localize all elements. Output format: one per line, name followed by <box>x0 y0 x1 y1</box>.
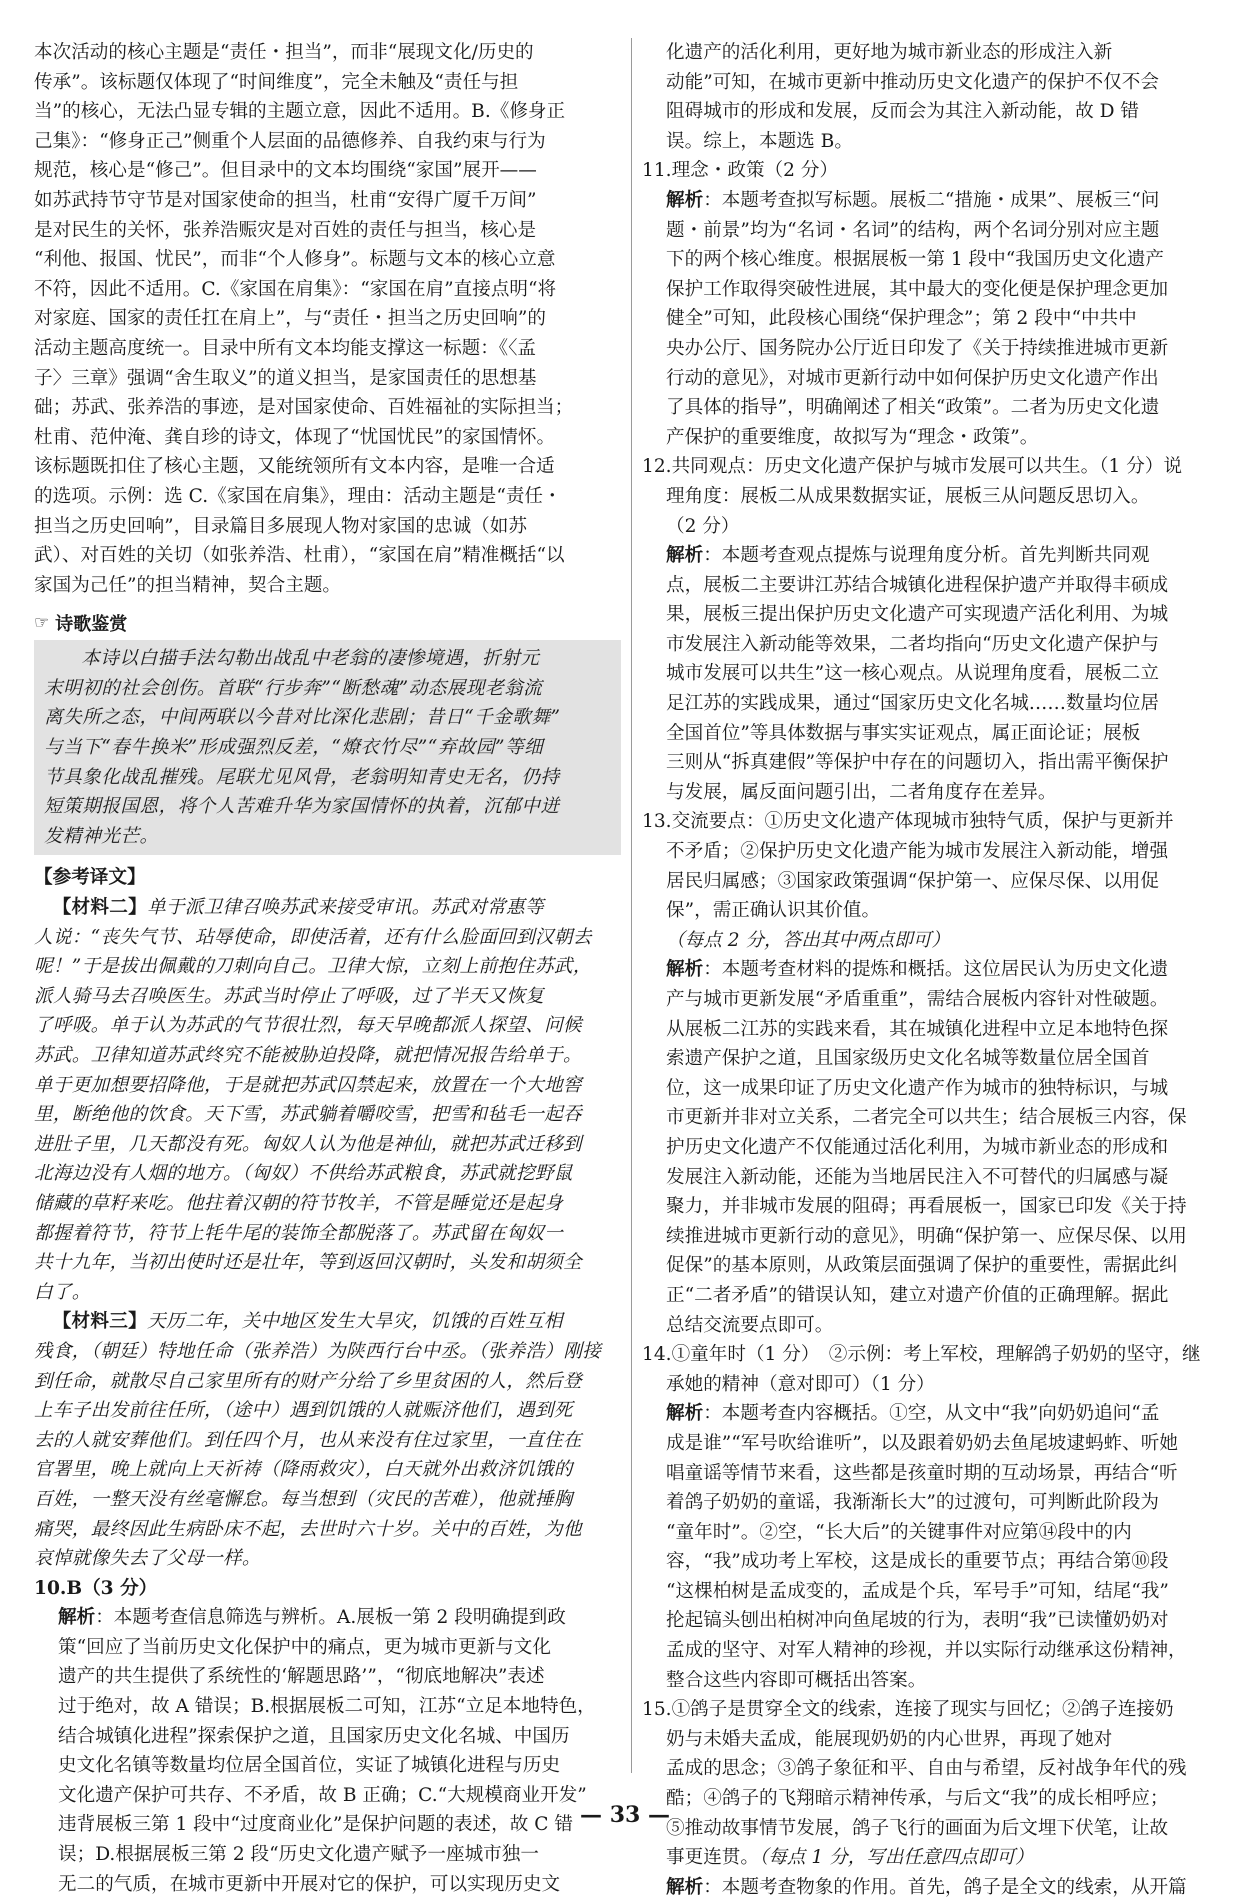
poem-appreciation-line: 末明初的社会创伤。首联“行步奔”“断愁魂”动态展现老翁流 <box>44 677 543 699</box>
question-11-analysis <box>642 186 1220 452</box>
analysis-line: 着鸽子奶奶的童谣，我渐渐长大”的过渡句，可判断此阶段为 <box>666 1492 1159 1514</box>
question-15-analysis <box>642 1873 1220 1902</box>
right-column <box>642 38 1220 1902</box>
analysis-line <box>666 541 1220 571</box>
question-12-analysis <box>642 541 1220 807</box>
question-11-answer: 11.理念・政策（2 分） <box>642 160 839 182</box>
analysis-line: 健全”可知，此段核心围绕“保护理念”；第 2 段中“中共中 <box>666 308 1137 330</box>
question-13-answer: 13.交流要点：①历史文化遗产体现城市独特气质，保护与更新并 <box>642 811 1174 833</box>
analysis-line: 违背展板三第 1 段中“过度商业化”是保护问题的表述，故 C 错 <box>58 1814 573 1836</box>
analysis-line: 化遗产的活化利用，更好地为城市新业态的形成注入新 <box>666 42 1113 63</box>
answer-line: ⑤推动故事情节发展，鸽子飞行的画面为后文埋下伏笔，让故 <box>666 1817 1169 1839</box>
translation-line: 残食，（朝廷）特地任命（张养浩）为陕西行台中丞。（张养浩）刚接 <box>34 1340 602 1362</box>
analysis-line: 产保护的重要维度，故拟写为“理念・政策”。 <box>666 426 1039 448</box>
intro-line: “利他、报国、忧民”，而非“个人修身”。标题与文本的核心立意 <box>34 249 556 271</box>
intro-line: 武）、对百姓的关切（如张养浩、杜甫），“家国在肩”精准概括“以 <box>34 545 565 567</box>
poem-appreciation-title: 诗歌鉴赏 <box>55 614 128 636</box>
analysis-line: “童年时”。②空，“长大后”的关键事件对应第⑭段中的内 <box>666 1521 1132 1543</box>
question-10-analysis <box>34 1603 621 1899</box>
analysis-line: 史文化名镇等数量均位居全国首位，实证了城镇化进程与历史 <box>58 1755 561 1777</box>
question-15-last-text: 事更连贯。 <box>666 1847 759 1869</box>
analysis-line <box>666 186 1220 216</box>
analysis-line: 果，展板三提出保护历史文化遗产可实现遗产活化利用、为城 <box>666 604 1169 626</box>
analysis-line: 聚力，并非城市发展的阻碍；再看展板一，国家已印发《关于持 <box>666 1196 1187 1218</box>
analysis-line: 市发展注入新动能等效果，二者均指向“历史文化遗产保护与 <box>666 633 1159 655</box>
analysis-line: 孟成的坚守、对军人精神的珍视，并以实际行动继承这份精神， <box>666 1640 1187 1662</box>
intro-line: 的选项。示例：选 C.《家国在肩集》，理由：活动主题是“责任・ <box>34 485 562 507</box>
translation-line: 北海边没有人烟的地方。（匈奴）不供给苏武粮食，苏武就挖野鼠 <box>34 1163 573 1185</box>
analysis-line: 与发展，属反面问题引出，二者角度存在差异。 <box>666 781 1057 803</box>
analysis-line: 结合城镇化进程”探索保护之道，且国家历史文化名城、中国历 <box>58 1725 570 1747</box>
intro-line: 杜甫、范仲淹、龚自珍的诗文，体现了“忧国忧民”的家国情怀。 <box>34 426 556 448</box>
analysis-line: 题・前景”均为“名词・名词”的结构，两个名词分别对应主题 <box>666 219 1160 241</box>
intro-line: 该标题既扣住了核心主题，又能统领所有文本内容，是唯一合适 <box>34 456 555 478</box>
text-line-content: ：本题考查信息筛选与辨析。A.展板一第 2 段明确提到政 <box>95 1607 566 1629</box>
material-two-translation <box>34 893 621 1307</box>
translation-line: 百姓，一整天没有丝毫懈怠。每当想到（灾民的苦难），他就捶胸 <box>34 1488 573 1510</box>
material-three-translation <box>34 1307 621 1573</box>
analysis-line: 成是谁”“军号吹给谁听”，以及跟着奶奶去鱼尾坡逮蚂蚱、听她 <box>666 1432 1178 1454</box>
translation-line: 到任命，就散尽自己家里所有的财产分给了乡里贫困的人，然后登 <box>34 1370 582 1392</box>
question-14-answer: 14.①童年时（1 分） ②示例：考上军校，理解鸽子奶奶的坚守，继 <box>642 1344 1201 1366</box>
translation-line: 了呼吸。单于认为苏武的气节很壮烈，每天早晚都派人探望、问候 <box>34 1015 582 1037</box>
answer-line: 居民归属感；③国家政策强调“保护第一、应保尽保、以用促 <box>666 870 1159 892</box>
material-three-label: 【材料三】 <box>52 1311 148 1333</box>
intro-line: 活动主题高度统一。目录中所有文本均能支撑这一标题：《〈孟 <box>34 337 537 359</box>
translation-line: 哀悼就像失去了父母一样。 <box>34 1548 261 1570</box>
analysis-line: 总结交流要点即可。 <box>666 1314 834 1336</box>
answer-line: 保”，需正确认识其价值。 <box>666 900 881 922</box>
analysis-line: 央办公厅、国务院办公厅近日印发了《关于持续推进城市更新 <box>666 337 1169 359</box>
question-10-answer: 10.B（3 分） <box>34 1577 158 1599</box>
text-line-content: 天历二年，关中地区发生大旱灾，饥饿的百姓互相 <box>147 1311 563 1333</box>
column-divider <box>631 38 632 1773</box>
analysis-line: 足江苏的实践成果，通过“国家历史文化名城……数量均位居 <box>666 693 1159 715</box>
analysis-line: 城市发展可以共生”这一核心观点。从说理角度看，展板二立 <box>666 663 1159 685</box>
translation-line: 单于更加想要招降他，于是就把苏武囚禁起来，放置在一个大地窖 <box>34 1074 582 1096</box>
text-line-content: ：本题考查物象的作用。首先，鸽子是全文的线索，从开篇 <box>703 1876 1187 1898</box>
reference-translation-heading <box>34 863 621 893</box>
intro-line: 传承”。该标题仅体现了“时间维度”，完全未触及“责任与担 <box>34 71 519 93</box>
question-15-answer-last-line <box>642 1843 1220 1873</box>
translation-line: 官署里，晚上就向上天祈祷（降雨救灾），白天就外出救济饥饿的 <box>34 1459 573 1481</box>
analysis-line: 点，展板二主要讲江苏结合城镇化进程保护遗产并取得丰硕成 <box>666 574 1169 596</box>
analysis-line: 了具体的指导”，明确阐述了相关“政策”。二者为历史文化遗 <box>666 397 1160 419</box>
analysis-line: 行动的意见》，对城市更新行动中如何保护历史文化遗产作出 <box>666 367 1159 389</box>
analysis-line: 索遗产保护之道，且国家级历史文化名城等数量位居全国首 <box>666 1048 1150 1070</box>
poem-appreciation-line: 短策期报国恩，将个人苦难升华为家国情怀的执着，沉郁中迸 <box>44 796 560 818</box>
translation-line: 呢！”于是拔出佩戴的刀刺向自己。卫律大惊，立刻上前抱住苏武， <box>34 956 592 978</box>
poem-appreciation-line: 发精神光芒。 <box>44 825 159 847</box>
answer-line: 孟成的思念；③鸽子象征和平、自由与希望，反衬战争年代的残 <box>666 1758 1187 1780</box>
answer-line: 理角度：展板二从成果数据实证，展板三从问题反思切入。 <box>666 485 1150 507</box>
analysis-line: 整合这些内容即可概括出答案。 <box>666 1669 927 1691</box>
translation-line <box>34 1307 621 1337</box>
analysis-line: 策“回应了当前历史文化保护中的痛点，更为城市更新与文化 <box>58 1636 551 1658</box>
intro-line: 如苏武持节守节是对国家使命的担当，杜甫“安得广厦千万间” <box>34 189 537 211</box>
text-line-content: ：本题考查拟写标题。展板二“措施・成果”、展板三“问 <box>703 189 1160 211</box>
intro-line: 己集》：“修身正己”侧重个人层面的品德修养、自我约束与行为 <box>34 130 546 152</box>
translation-line: 储藏的草籽来吃。他拄着汉朝的符节牧羊，不管是睡觉还是起身 <box>34 1192 564 1214</box>
poem-appreciation-header <box>34 608 621 638</box>
text-line-content: ：本题考查内容概括。①空，从文中“我”向奶奶追问“孟 <box>703 1403 1160 1425</box>
question-13-answer-continued <box>642 837 1220 926</box>
analysis-label: 解析 <box>666 1876 704 1898</box>
analysis-line: 市更新并非对立关系，二者完全可以共生；结合展板三内容，保 <box>666 1107 1187 1129</box>
analysis-line <box>58 1603 621 1633</box>
analysis-line: 阻碍城市的形成和发展，反而会为其注入新动能，故 D 错 <box>666 101 1139 123</box>
question-14-answer-continued <box>642 1370 1220 1400</box>
intro-line: 子〉三章》强调“舍生取义”的道义担当，是家国责任的思想基 <box>34 367 537 389</box>
translation-line: 进肚子里，几天都没有死。匈奴人认为他是神仙，就把苏武迁移到 <box>34 1133 582 1155</box>
analysis-line <box>666 1873 1220 1902</box>
analysis-line <box>666 955 1220 985</box>
poem-appreciation-line: 节具象化战乱摧残。尾联尤见风骨，老翁明知青史无名，仍持 <box>44 766 560 788</box>
translation-line: 人说：“丧失气节、玷辱使命，即使活着，还有什么脸面回到汉朝去 <box>34 926 592 948</box>
intro-block <box>34 38 621 600</box>
poem-appreciation-line: 与当下“春牛换米”形成强烈反差，“燎衣竹尽”“弃故园”等细 <box>44 737 544 759</box>
analysis-label: 解析 <box>666 959 704 981</box>
analysis-line: 下的两个核心维度。根据展板一第 1 段中“我国历史文化遗产 <box>666 249 1165 271</box>
translation-line: 白了。 <box>34 1281 91 1303</box>
question-13-scoring-note: （每点 2 分，答出其中两点即可） <box>666 929 950 951</box>
question-13-analysis <box>642 955 1220 1340</box>
analysis-line: 位，这一成果印证了历史文化遗产作为城市的独特标识，与城 <box>666 1077 1169 1099</box>
analysis-line: 产与城市更新发展“矛盾重重”，需结合展板内容针对性破题。 <box>666 989 1169 1010</box>
left-column <box>34 38 621 1899</box>
question-10-analysis-continued <box>642 38 1220 156</box>
analysis-line: 促保”的基本原则，从政策层面强调了保护的重要性，需据此纠 <box>666 1255 1178 1277</box>
intro-line: 当”的核心，无法凸显专辑的主题立意，因此不适用。B.《修身正 <box>34 101 566 123</box>
analysis-line: 三则从“拆真建假”等保护中存在的问题切入，指出需平衡保护 <box>666 752 1169 774</box>
translation-line: 痛哭，最终因此生病卧床不起，去世时六十岁。关中的百姓，为他 <box>34 1518 582 1540</box>
text-line-content: ：本题考查观点提炼与说理角度分析。首先判断共同观 <box>703 545 1150 567</box>
poem-appreciation-line: 本诗以白描手法勾勒出战乱中老翁的凄惨境遇，折射元 <box>81 648 540 670</box>
analysis-line: 发展注入新动能，还能为当地居民注入不可替代的归属感与凝 <box>666 1166 1169 1188</box>
translation-line: 共十九年，当初出使时还是壮年，等到返回汉朝时，头发和胡须全 <box>34 1252 582 1274</box>
question-15-answer: 15.①鸽子是贯穿全文的线索，连接了现实与回忆；②鸽子连接奶 <box>642 1699 1174 1721</box>
translation-line: 都握着符节，符节上牦牛尾的装饰全都脱落了。苏武留在匈奴一 <box>34 1222 564 1244</box>
pointing-hand-icon: ☞ <box>34 613 50 634</box>
reference-translation-label: 【参考译文】 <box>34 867 146 889</box>
translation-line: 上车子出发前往任所，（途中）遇到饥饿的人就赈济他们，遇到死 <box>34 1400 573 1422</box>
intro-line: 家国为己任”的担当精神，契合主题。 <box>34 574 342 596</box>
analysis-line: 容，“我”成功考上军校，这是成长的重要节点；再结合第⑩段 <box>666 1551 1169 1573</box>
answer-line: 不矛盾；②保护历史文化遗产能为城市发展注入新动能，增强 <box>666 841 1169 863</box>
page-number: — 33 — <box>580 1802 670 1828</box>
analysis-line: 抡起镐头刨出柏树冲向鱼尾坡的行为，表明“我”已读懂奶奶对 <box>666 1610 1169 1632</box>
analysis-line: 误。综上，本题选 B。 <box>666 130 853 152</box>
analysis-line: 正“二者矛盾”的错误认知，建立对遗产价值的正确理解。据此 <box>666 1284 1169 1306</box>
intro-line: 担当之历史回响”，目录篇目多展现人物对家国的忠诚（如苏 <box>34 515 527 537</box>
analysis-label: 解析 <box>666 545 704 567</box>
poem-appreciation-box <box>34 640 621 855</box>
analysis-label: 解析 <box>666 189 704 211</box>
analysis-label: 解析 <box>58 1607 96 1629</box>
question-15-scoring-note: （每点 1 分，写出任意四点即可） <box>758 1847 1034 1869</box>
poem-appreciation-line: 离失所之态，中间两联以今昔对比深化悲剧；昔日“千金歌舞” <box>44 707 561 729</box>
analysis-line: 文化遗产保护可共存、不矛盾，故 B 正确；C.“大规模商业开发” <box>58 1784 587 1806</box>
answer-line: （2 分） <box>666 515 740 537</box>
answer-line: 奶与未婚夫孟成，能展现奶奶的内心世界，再现了她对 <box>666 1728 1113 1750</box>
translation-line: 派人骑马去召唤医生。苏武当时停止了呼吸，过了半天又恢复 <box>34 985 545 1007</box>
intro-line: 本次活动的核心主题是“责任・担当”，而非“展现文化/历史的 <box>34 42 534 63</box>
analysis-line: 护历史文化遗产不仅能通过活化利用，为城市新业态的形成和 <box>666 1136 1169 1158</box>
question-12-answer: 12.共同观点：历史文化遗产保护与城市发展可以共生。（1 分）说 <box>642 456 1183 478</box>
analysis-line <box>666 1399 1220 1429</box>
question-14-analysis <box>642 1399 1220 1695</box>
analysis-line: “这棵柏树是孟成变的，孟成是个兵，军号手”可知，结尾“我” <box>666 1580 1169 1602</box>
answer-line: 酷；④鸽子的飞翔暗示精神传承，与后文“我”的成长相呼应； <box>666 1788 1169 1810</box>
intro-line: 是对民生的关怀，张养浩赈灾是对百姓的责任与担当，核心是 <box>34 219 537 241</box>
analysis-label: 解析 <box>666 1403 704 1425</box>
text-line-content: 单于派卫律召唤苏武来接受审讯。苏武对常惠等 <box>147 897 544 919</box>
translation-line: 去的人就安葬他们。到任四个月，也从来没有住过家里，一直住在 <box>34 1429 582 1451</box>
analysis-line: 从展板二江苏的实践来看，其在城镇化进程中立足本地特色探 <box>666 1018 1169 1040</box>
translation-line: 苏武。卫律知道苏武终究不能被胁迫投降，就把情况报告给单于。 <box>34 1045 582 1066</box>
intro-line: 础；苏武、张养浩的事迹，是对国家使命、百姓福祉的实际担当； <box>34 397 574 419</box>
translation-line <box>34 893 621 923</box>
analysis-line: 无二的气质，在城市更新中开展对它的保护，可以实现历史文 <box>58 1873 561 1895</box>
analysis-line: 遗产的共生提供了系统性的‘解题思路’”，“彻底地解决”表述 <box>58 1666 545 1688</box>
answer-line: 承她的精神（意对即可）（1 分） <box>666 1373 935 1395</box>
analysis-line: 动能”可知，在城市更新中推动历史文化遗产的保护不仅不会 <box>666 71 1159 93</box>
analysis-line: 续推进城市更新行动的意见》，明确“保护第一、应保尽保、以用 <box>666 1225 1187 1247</box>
intro-line: 对家庭、国家的责任扛在肩上”，与“责任・担当之历史回响”的 <box>34 308 546 330</box>
analysis-line: 唱童谣等情节来看，这些都是孩童时期的互动场景，再结合“听 <box>666 1462 1178 1484</box>
analysis-line: 全国首位”等具体数据与事实实证观点，属正面论证；展板 <box>666 722 1141 744</box>
analysis-line: 过于绝对，故 A 错误；B.根据展板二可知，江苏“立足本地特色， <box>58 1696 596 1718</box>
analysis-line: 保护工作取得突破性进展，其中最大的变化便是保护理念更加 <box>666 278 1169 300</box>
text-line-content: ：本题考查材料的提炼和概括。这位居民认为历史文化遗 <box>703 959 1169 981</box>
intro-line: 不符，因此不适用。C.《家国在肩集》：“家国在肩”直接点明“将 <box>34 278 557 300</box>
question-12-answer-continued <box>642 482 1220 541</box>
translation-line: 里，断绝他的饮食。天下雪，苏武躺着嚼咬雪，把雪和毡毛一起吞 <box>34 1104 582 1126</box>
analysis-line: 误；D.根据展板三第 2 段“历史文化遗产赋予一座城市独一 <box>58 1844 539 1866</box>
material-two-label: 【材料二】 <box>52 897 148 919</box>
intro-line: 规范，核心是“修己”。但目录中的文本均围绕“家国”展开—— <box>34 160 537 182</box>
